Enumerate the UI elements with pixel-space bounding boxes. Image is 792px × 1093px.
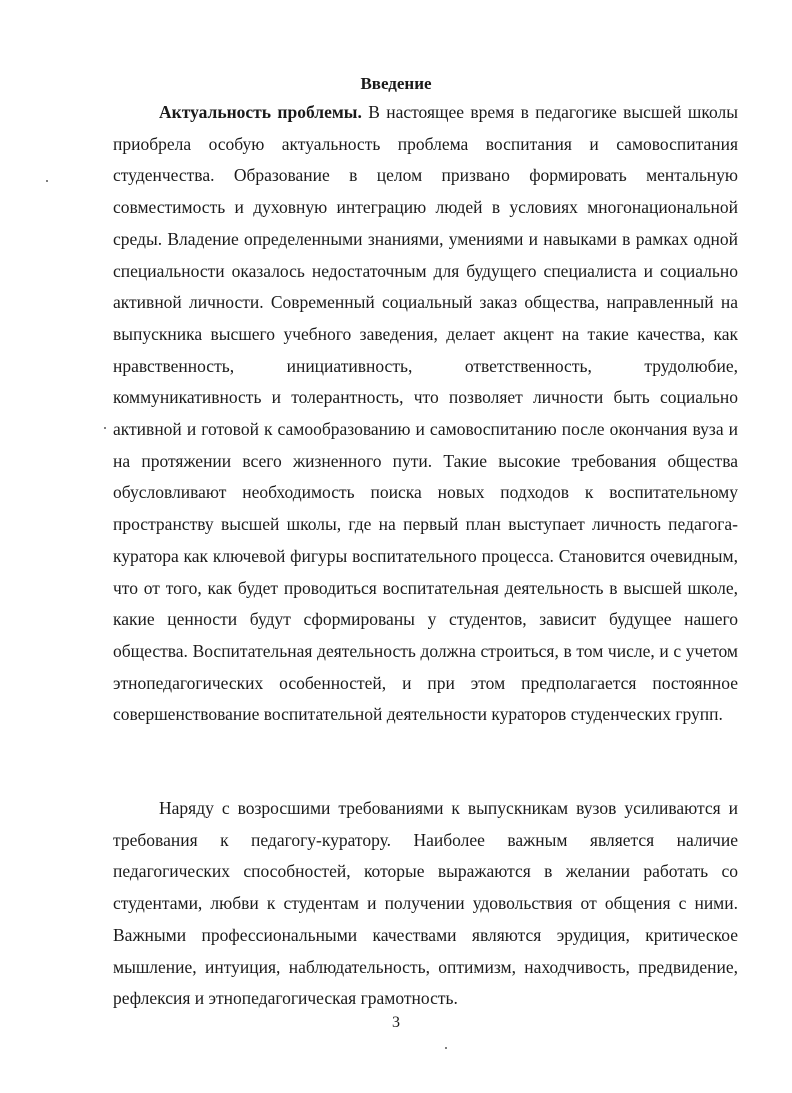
paragraph-requirements	[113, 793, 738, 1015]
scan-speck	[46, 180, 48, 182]
scan-speck	[104, 427, 106, 429]
paragraph-lead-heading: Актуальность проблемы.	[159, 102, 362, 122]
paragraph-body: В настоящее время в педагогике высшей школы приобрела особую актуальность проблема воспитания и самовоспитания студенчества. Образование в целом призвано формировать ментальную совместимость и духовную интеграцию людей в условиях многонациональной среды. Владение определенными знаниями, умениями и навыками в рамках одной специальности оказалось недостаточным для будущего специалиста и социально активной личности. Современный социальный заказ общества, направленный на выпускника высшего учебного заведения, делает акцент на такие качества, как нравственность, инициативность, ответственность, трудолюбие, коммуникативность и толерантность, что позволяет личности быть социально активной и готовой к самообразованию и самовоспитанию после окончания вуза и на протяжении всего жизненного пути. Такие высокие требования общества обусловливают необходимость поиска новых подходов к воспитательному пространству высшей школы, где на первый план выступает личность педагога-куратора как ключевой фигуры воспитательного процесса. Становится очевидным, что от того, как будет проводиться воспитательная деятельность в высшей школе, какие ценности будут сформированы у студентов, зависит будущее нашего общества. Воспитательная деятельность должна строиться, в том числе, и с учетом этнопедагогических особенностей, и при этом предполагается постоянное совершенствование воспитательной деятельности кураторов студенческих групп.	[113, 102, 738, 725]
scan-speck	[445, 1047, 447, 1049]
paragraph-relevance	[113, 97, 738, 731]
page-number: 3	[392, 1014, 400, 1031]
paragraph-body: Наряду с возросшими требованиями к выпускникам вузов усиливаются и требования к педагогу-куратору. Наиболее важным является наличие педагогических способностей, которые выражаются в желании работать со студентами, любви к студентам и получении удовольствия от общения с ними. Важными профессиональными качествами являются эрудиция, критическое мышление, интуиция, наблюдательность, оптимизм, находчивость, предвидение, рефлексия и этнопедагогическая грамотность.	[113, 798, 738, 1009]
page-title: Введение	[360, 74, 432, 93]
